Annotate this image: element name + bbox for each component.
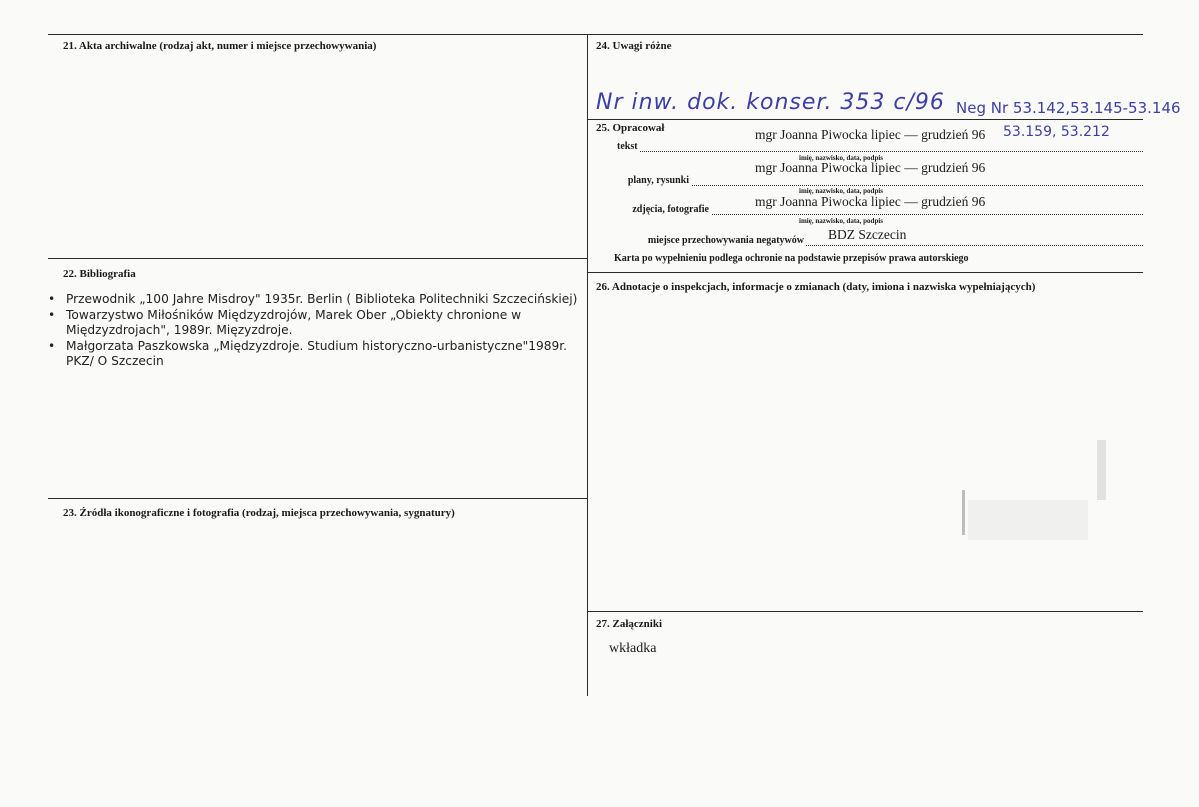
handwritten-negative-numbers-cont: 53.159, 53.212 bbox=[1003, 124, 1110, 140]
section-22-title: 22. Bibliografia bbox=[63, 268, 136, 280]
author-text-value: mgr Joanna Piwocka lipiec — grudzień 96 bbox=[755, 127, 986, 142]
bibliography-item: • Małgorzata Paszkowska „Międzyzdroje. Studium historyczno-urbanistyczne"1989r. PKZ/ O Szczecin bbox=[48, 339, 588, 370]
author-text-label: tekst bbox=[617, 141, 638, 152]
bibliography-list bbox=[48, 292, 588, 370]
divider-26-27 bbox=[588, 611, 1143, 612]
section-26-title: 26. Adnotacje o inspekcjach, informacje o zmianach (daty, imiona i nazwiska wypełniających) bbox=[596, 281, 1036, 293]
copyright-note: Karta po wypełnieniu podlega ochronie na podstawie przepisów prawa autorskiego bbox=[614, 253, 969, 264]
dotted-line bbox=[640, 151, 1143, 152]
section-24-title: 24. Uwagi różne bbox=[596, 40, 672, 52]
dotted-line bbox=[712, 214, 1143, 215]
section-21-title: 21. Akta archiwalne (rodzaj akt, numer i miejsce przechowywania) bbox=[63, 40, 377, 52]
scan-artifact bbox=[1097, 440, 1106, 500]
scan-artifact bbox=[962, 490, 965, 535]
scan-artifact bbox=[968, 500, 1088, 540]
section-23-title: 23. Źródła ikonograficzne i fotografia (rodzaj, miejsca przechowywania, sygnatury) bbox=[63, 507, 455, 519]
top-border-right bbox=[588, 34, 1143, 35]
author-drawings-label: plany, rysunki bbox=[627, 175, 689, 186]
bibliography-item: • Towarzystwo Miłośników Międzyzdrojów, Marek Ober „Obiekty chronione w Międzyzdrojach", 1989r. Mięzyzdroje. bbox=[48, 308, 588, 339]
handwritten-negative-numbers: Neg Nr 53.142,53.145-53.146 bbox=[956, 99, 1181, 117]
section-27-title: 27. Załączniki bbox=[596, 618, 663, 630]
divider-25-26 bbox=[588, 272, 1143, 273]
divider-24-25 bbox=[588, 119, 1143, 120]
top-border-left bbox=[48, 34, 587, 35]
divider-22-23 bbox=[48, 498, 587, 499]
attachments-content: wkładka bbox=[609, 641, 657, 656]
handwritten-inventory-number: Nr inw. dok. konser. 353 c/96 bbox=[596, 90, 945, 115]
signature-caption: imię, nazwisko, data, podpis bbox=[799, 187, 884, 195]
negatives-location-value: BDZ Szczecin bbox=[828, 227, 907, 242]
dotted-line bbox=[806, 245, 1143, 246]
section-25-title: 25. Opracował bbox=[596, 122, 665, 134]
bibliography-item: • Przewodnik „100 Jahre Misdroy" 1935r. Berlin ( Biblioteka Politechniki Szczecińskiej) bbox=[48, 292, 588, 308]
signature-caption: imię, nazwisko, data, podpis bbox=[799, 154, 884, 162]
author-photos-value: mgr Joanna Piwocka lipiec — grudzień 96 bbox=[755, 194, 986, 209]
signature-caption: imię, nazwisko, data, podpis bbox=[799, 217, 884, 225]
author-drawings-value: mgr Joanna Piwocka lipiec — grudzień 96 bbox=[755, 160, 986, 175]
divider-21-22 bbox=[48, 258, 587, 259]
negatives-location-label: miejsce przechowywania negatywów bbox=[647, 235, 804, 246]
author-photos-label: zdjęcia, fotografie bbox=[632, 204, 709, 215]
dotted-line bbox=[692, 185, 1143, 186]
